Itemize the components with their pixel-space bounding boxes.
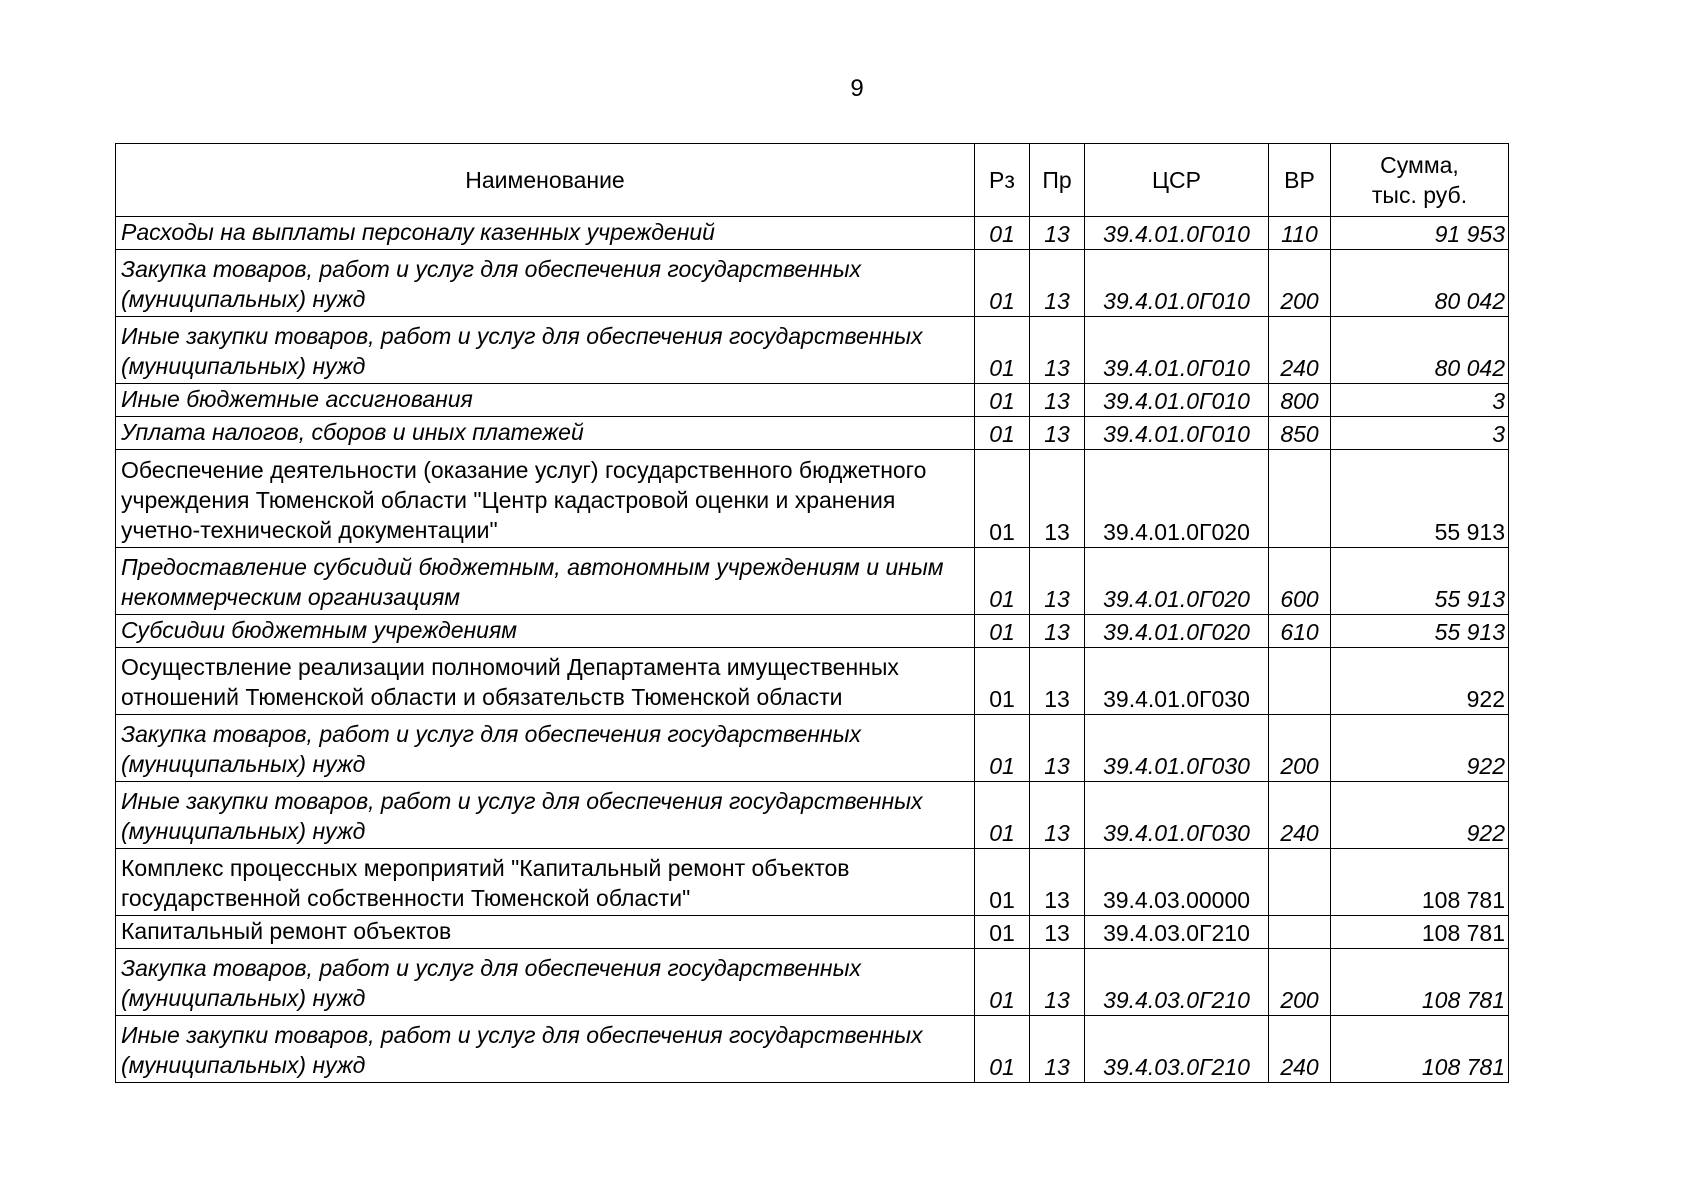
cell-name [116,417,975,450]
cell-rz: 01 [975,417,1030,450]
cell-name [116,648,975,715]
column-header-sum [1331,144,1509,217]
cell-pr: 13 [1030,715,1085,782]
column-header-vr: ВР [1269,144,1331,217]
table-row [116,450,1509,548]
cell-name [116,450,975,548]
cell-name [116,715,975,782]
column-header-pr: Пр [1030,144,1085,217]
row-name-text: Закупка товаров, работ и услуг для обеспечения государственных (муниципальных) нужд [121,721,862,777]
cell-csr: 39.4.01.0Г010 [1085,417,1269,450]
cell-csr: 39.4.01.0Г020 [1085,548,1269,615]
cell-csr: 39.4.01.0Г010 [1085,384,1269,417]
cell-rz: 01 [975,916,1030,949]
table-header-row [116,144,1509,217]
cell-vr: 200 [1269,715,1331,782]
row-name-text: Капитальный ремонт объектов [121,918,452,944]
cell-csr: 39.4.01.0Г030 [1085,782,1269,849]
page-number: 9 [850,75,864,102]
row-name-text: Комплекс процессных мероприятий "Капитальный ремонт объектов государственной собственности Тюменской области" [121,855,850,911]
cell-name [116,949,975,1016]
column-header-sum-line1: Сумма, [1380,152,1459,178]
cell-pr: 13 [1030,384,1085,417]
row-name-text: Осуществление реализации полномочий Департамента имущественных отношений Тюменской области и обязательств Тюменской области [121,654,899,710]
cell-sum: 3 [1331,384,1509,417]
column-header-name: Наименование [116,144,975,217]
row-name-text: Иные закупки товаров, работ и услуг для обеспечения государственных (муниципальных) нужд [121,1022,923,1078]
cell-name [116,615,975,648]
cell-vr: 600 [1269,548,1331,615]
cell-vr [1269,916,1331,949]
cell-name [116,916,975,949]
cell-sum: 922 [1331,648,1509,715]
cell-sum: 55 913 [1331,615,1509,648]
cell-rz: 01 [975,548,1030,615]
cell-sum: 922 [1331,715,1509,782]
table-row [116,849,1509,916]
row-name-text: Иные закупки товаров, работ и услуг для обеспечения государственных (муниципальных) нужд [121,788,923,844]
cell-csr: 39.4.01.0Г010 [1085,250,1269,317]
cell-csr: 39.4.01.0Г010 [1085,317,1269,384]
cell-sum: 55 913 [1331,450,1509,548]
cell-csr: 39.4.03.0Г210 [1085,916,1269,949]
cell-csr: 39.4.01.0Г020 [1085,615,1269,648]
cell-rz: 01 [975,782,1030,849]
cell-sum: 108 781 [1331,849,1509,916]
cell-csr: 39.4.03.00000 [1085,849,1269,916]
table-row [116,715,1509,782]
cell-vr: 200 [1269,949,1331,1016]
cell-rz: 01 [975,1016,1030,1083]
row-name-text: Уплата налогов, сборов и иных платежей [121,419,584,445]
cell-pr: 13 [1030,648,1085,715]
row-name-text: Иные бюджетные ассигнования [121,386,473,412]
cell-vr [1269,849,1331,916]
table-body [116,217,1509,1083]
table-row [116,615,1509,648]
cell-vr: 240 [1269,317,1331,384]
cell-pr: 13 [1030,1016,1085,1083]
table-row [116,384,1509,417]
cell-rz: 01 [975,250,1030,317]
cell-sum: 108 781 [1331,949,1509,1016]
column-header-csr: ЦСР [1085,144,1269,217]
column-header-sum-line2: тыс. руб. [1371,182,1468,208]
cell-vr [1269,450,1331,548]
table-row [116,548,1509,615]
cell-name [116,849,975,916]
cell-csr: 39.4.01.0Г030 [1085,715,1269,782]
table-row [116,949,1509,1016]
cell-vr: 240 [1269,782,1331,849]
row-name-text: Закупка товаров, работ и услуг для обеспечения государственных (муниципальных) нужд [121,256,862,312]
table-row [116,916,1509,949]
cell-pr: 13 [1030,317,1085,384]
cell-name [116,217,975,250]
cell-sum: 80 042 [1331,250,1509,317]
cell-vr: 610 [1269,615,1331,648]
budget-table [115,143,1509,1083]
cell-vr: 200 [1269,250,1331,317]
table-row [116,250,1509,317]
cell-vr: 240 [1269,1016,1331,1083]
cell-sum: 108 781 [1331,916,1509,949]
cell-sum: 91 953 [1331,217,1509,250]
cell-pr: 13 [1030,849,1085,916]
cell-csr: 39.4.01.0Г020 [1085,450,1269,548]
cell-name [116,317,975,384]
table-row [116,217,1509,250]
cell-csr: 39.4.01.0Г030 [1085,648,1269,715]
cell-pr: 13 [1030,450,1085,548]
row-name-text: Расходы на выплаты персоналу казенных учреждений [121,219,715,245]
row-name-text: Субсидии бюджетным учреждениям [121,617,518,643]
cell-pr: 13 [1030,615,1085,648]
cell-rz: 01 [975,849,1030,916]
cell-sum: 55 913 [1331,548,1509,615]
cell-name [116,1016,975,1083]
table-row [116,782,1509,849]
cell-name [116,548,975,615]
table-row [116,417,1509,450]
cell-pr: 13 [1030,916,1085,949]
row-name-text: Иные закупки товаров, работ и услуг для обеспечения государственных (муниципальных) нужд [121,323,923,379]
cell-rz: 01 [975,715,1030,782]
cell-pr: 13 [1030,949,1085,1016]
row-name-text: Закупка товаров, работ и услуг для обеспечения государственных (муниципальных) нужд [121,955,862,1011]
cell-sum: 3 [1331,417,1509,450]
cell-vr [1269,648,1331,715]
cell-sum: 108 781 [1331,1016,1509,1083]
cell-name [116,782,975,849]
cell-csr: 39.4.03.0Г210 [1085,949,1269,1016]
cell-pr: 13 [1030,217,1085,250]
cell-rz: 01 [975,384,1030,417]
cell-rz: 01 [975,317,1030,384]
cell-vr: 110 [1269,217,1331,250]
cell-rz: 01 [975,217,1030,250]
row-name-text: Обеспечение деятельности (оказание услуг) государственного бюджетного учреждения Тюменской области "Центр кадастровой оценки и хранения учетно-технической документации" [121,457,927,543]
cell-pr: 13 [1030,417,1085,450]
cell-rz: 01 [975,615,1030,648]
cell-pr: 13 [1030,548,1085,615]
table-row [116,317,1509,384]
cell-rz: 01 [975,949,1030,1016]
cell-pr: 13 [1030,782,1085,849]
cell-vr: 850 [1269,417,1331,450]
column-header-rz: Рз [975,144,1030,217]
cell-rz: 01 [975,648,1030,715]
cell-csr: 39.4.01.0Г010 [1085,217,1269,250]
cell-name [116,384,975,417]
cell-csr: 39.4.03.0Г210 [1085,1016,1269,1083]
cell-sum: 80 042 [1331,317,1509,384]
row-name-text: Предоставление субсидий бюджетным, автономным учреждениям и иным некоммерческим организациям [121,554,944,610]
table-row [116,1016,1509,1083]
table-row [116,648,1509,715]
cell-name [116,250,975,317]
cell-sum: 922 [1331,782,1509,849]
cell-rz: 01 [975,450,1030,548]
cell-vr: 800 [1269,384,1331,417]
cell-pr: 13 [1030,250,1085,317]
